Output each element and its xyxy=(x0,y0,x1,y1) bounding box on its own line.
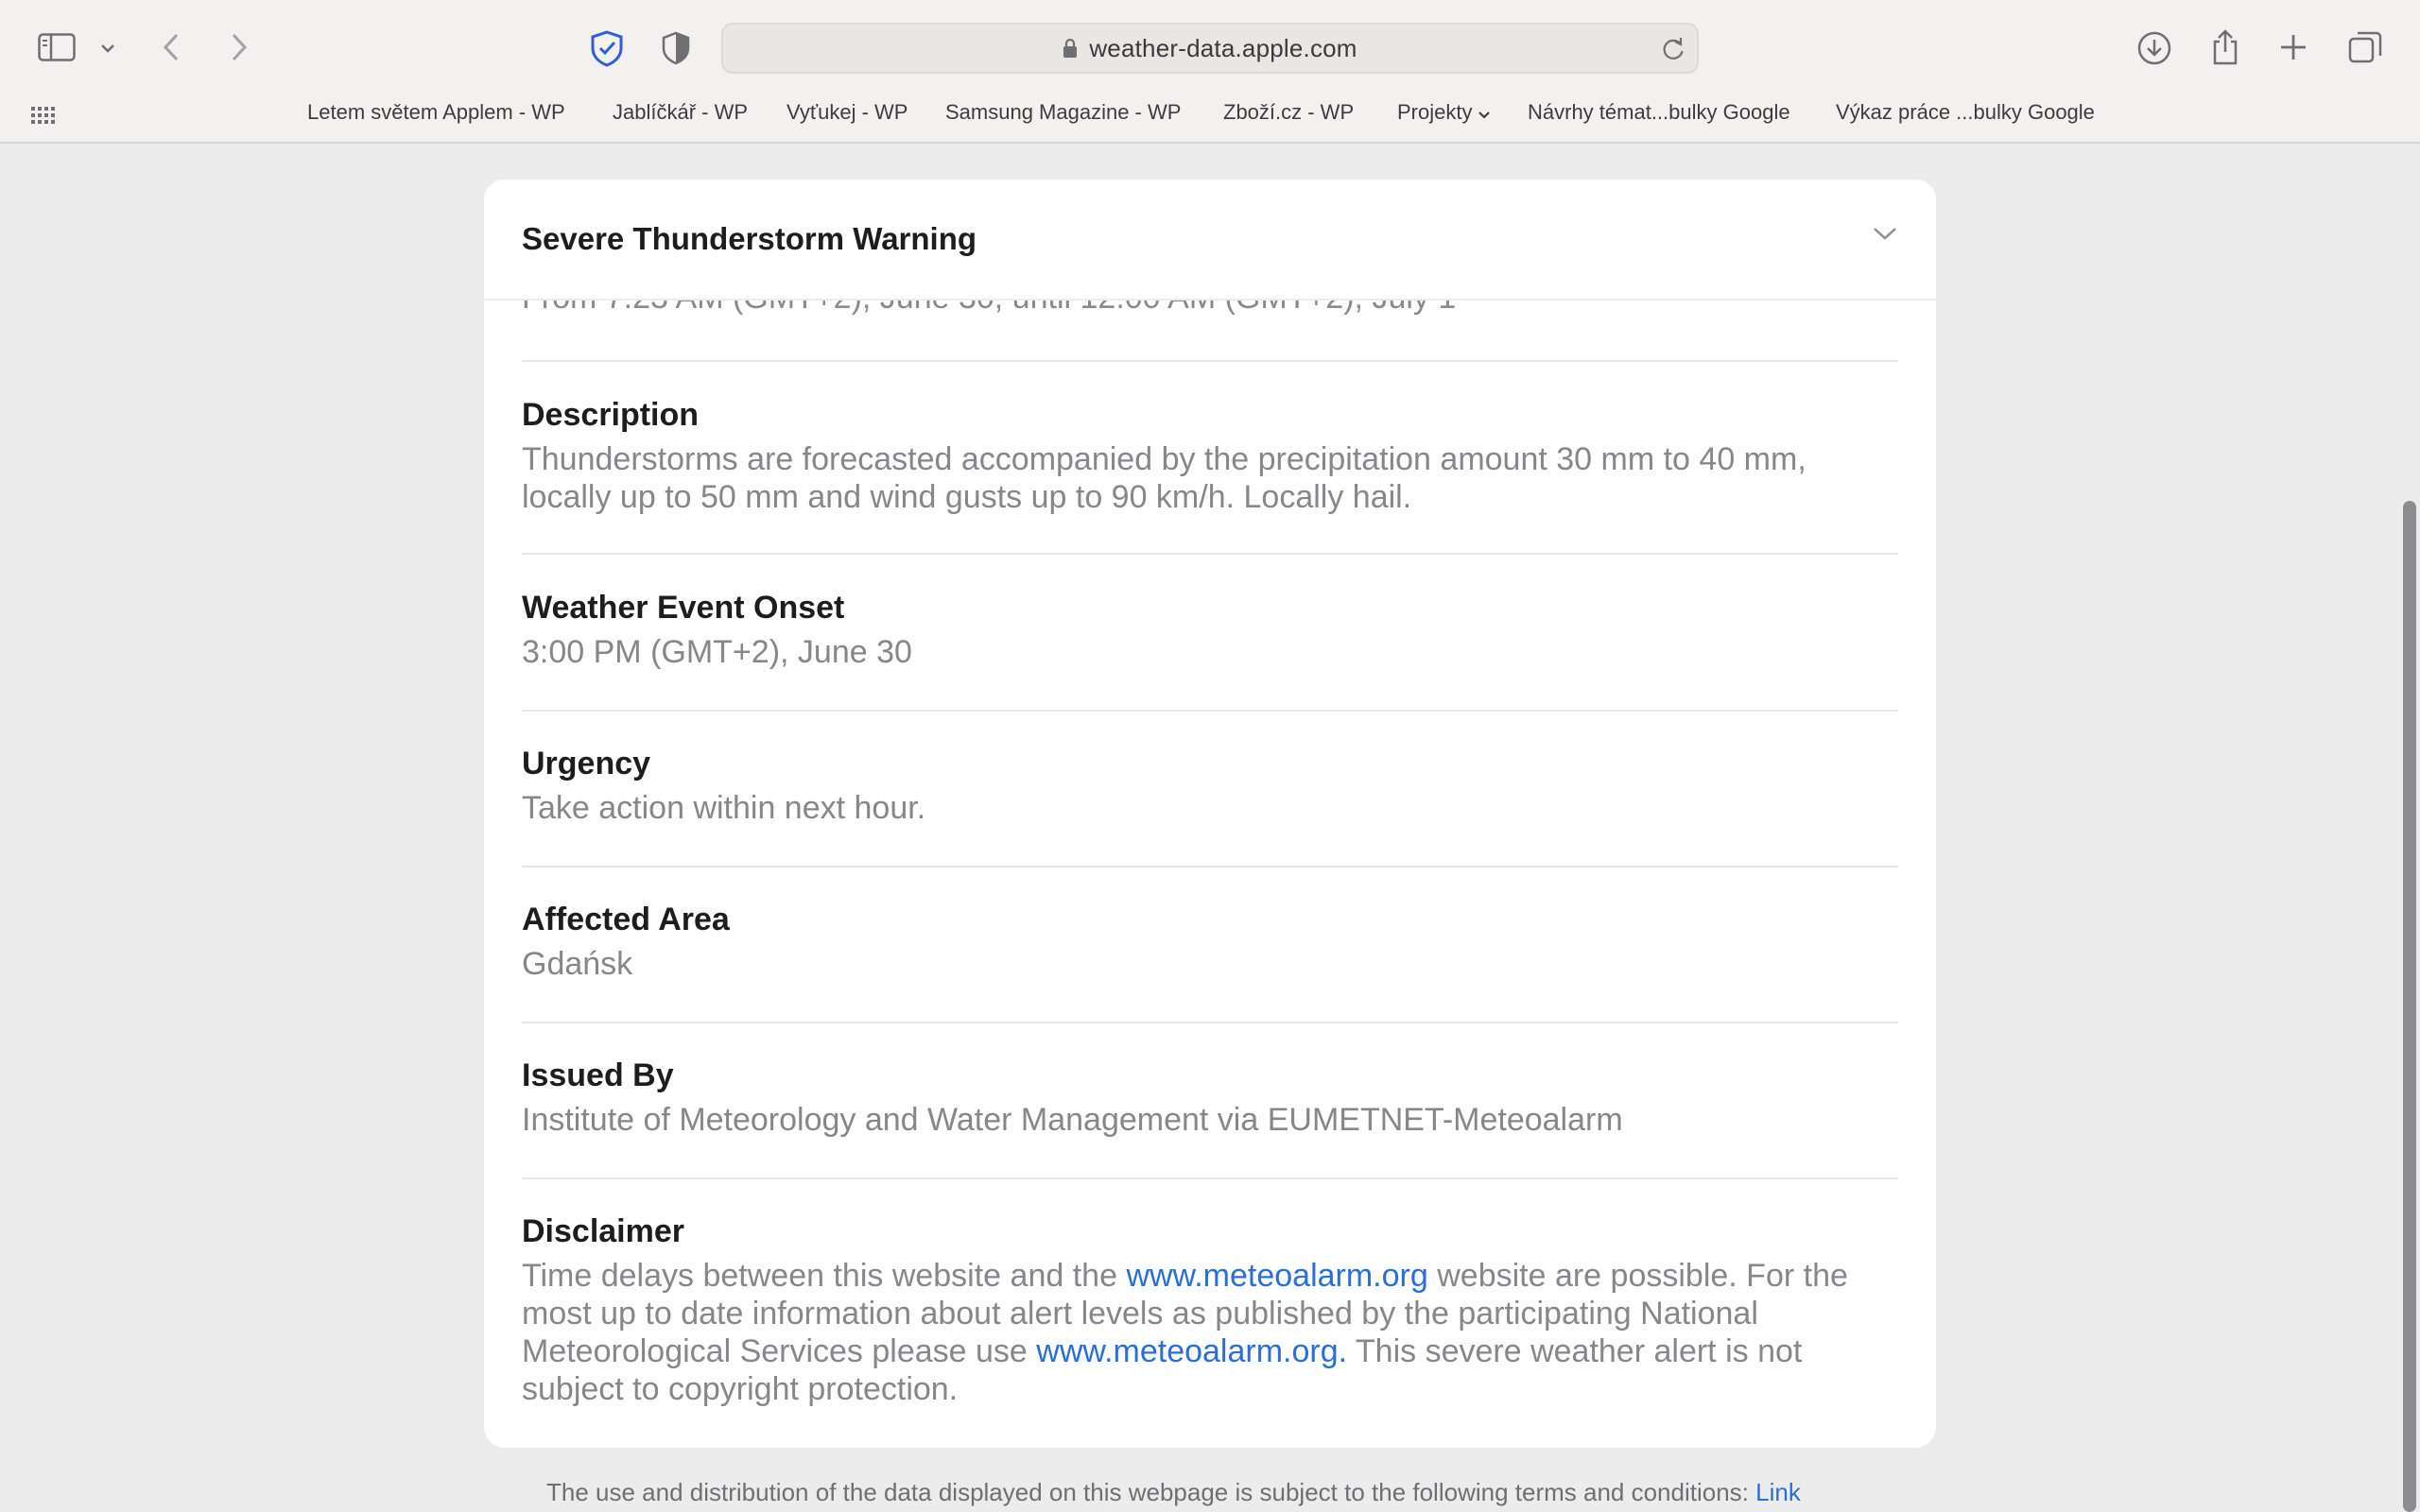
lock-icon xyxy=(1063,38,1078,59)
section-title: Description xyxy=(522,397,700,433)
section-body: Institute of Meteorology and Water Management via EUMETNET-Meteoalarm xyxy=(522,1102,1623,1138)
section-title: Issued By xyxy=(522,1057,674,1093)
section-title: Weather Event Onset xyxy=(522,590,845,626)
terms-footer xyxy=(546,1478,1801,1507)
meteoalarm-link[interactable]: www.meteoalarm.org xyxy=(1126,1258,1428,1294)
back-icon[interactable] xyxy=(157,30,185,64)
section-title: Affected Area xyxy=(522,902,730,937)
description-section xyxy=(522,395,1898,516)
divider xyxy=(522,710,1898,712)
divider xyxy=(522,553,1898,555)
chevron-down-icon[interactable] xyxy=(95,38,121,59)
divider xyxy=(522,1177,1898,1179)
section-body: Take action within next hour. xyxy=(522,790,926,826)
section-title: Urgency xyxy=(522,746,651,782)
bookmarks-bar xyxy=(0,94,2420,132)
issued-by-section xyxy=(522,1056,1898,1139)
reload-icon[interactable] xyxy=(1661,36,1685,67)
disclaimer-text: This severe weather alert is not subject to copyright protection. xyxy=(522,1333,1803,1407)
urgency-section xyxy=(522,744,1898,827)
browser-chrome xyxy=(0,0,2420,144)
bookmark-item[interactable]: Letem světem Applem - WP xyxy=(307,100,565,124)
bookmark-item[interactable]: Vyťukej - WP xyxy=(786,100,908,124)
scrollbar-thumb[interactable] xyxy=(2403,501,2416,1512)
alert-title: Severe Thunderstorm Warning xyxy=(522,221,977,256)
section-body: Thunderstorms are forecasted accompanied by the precipitation amount 30 mm to 40 mm, locally up to 50 mm and wind gusts up to 90 km/h. Locally hail. xyxy=(522,441,1806,515)
meteoalarm-link[interactable]: www.meteoalarm.org. xyxy=(1036,1333,1348,1369)
bookmark-item[interactable]: Jablíčkář - WP xyxy=(613,100,749,124)
downloads-icon[interactable] xyxy=(2135,29,2173,67)
disclaimer-body xyxy=(522,1257,1898,1408)
alert-header[interactable] xyxy=(484,180,1936,301)
bookmark-folder-projekty[interactable] xyxy=(1397,100,1491,126)
section-body: 3:00 PM (GMT+2), June 30 xyxy=(522,634,912,670)
apps-grid-icon[interactable] xyxy=(29,102,56,129)
disclaimer-text: Time delays between this website and the xyxy=(522,1258,1127,1294)
divider xyxy=(522,866,1898,868)
forward-icon[interactable] xyxy=(225,30,253,64)
bookmark-item[interactable]: Zboží.cz - WP xyxy=(1223,100,1355,124)
disclaimer-section xyxy=(522,1211,1898,1408)
chevron-down-icon[interactable] xyxy=(1872,225,1898,247)
bookmark-item[interactable]: Samsung Magazine - WP xyxy=(945,100,1182,124)
divider xyxy=(522,1022,1898,1023)
affected-area-section xyxy=(522,900,1898,983)
bookmark-folder-label: Projekty xyxy=(1397,100,1473,124)
alert-card xyxy=(484,180,1936,1448)
browser-toolbar xyxy=(0,0,2420,94)
scrollbar[interactable] xyxy=(2399,144,2420,1512)
divider xyxy=(522,360,1898,362)
share-icon[interactable] xyxy=(2208,26,2242,68)
footer-text: The use and distribution of the data displayed on this webpage is subject to the following terms and conditions: xyxy=(546,1478,1756,1506)
new-tab-icon[interactable] xyxy=(2276,30,2310,64)
disclaimer-text: website are possible. For the most up to date information about alert levels as published by the participating National Meteorological Services please use xyxy=(522,1258,1848,1369)
onset-section xyxy=(522,588,1898,671)
section-title: Disclaimer xyxy=(522,1213,684,1249)
terms-link[interactable]: Link xyxy=(1755,1478,1801,1506)
url-text: weather-data.apple.com xyxy=(1089,33,1357,62)
privacy-shield-icon[interactable] xyxy=(658,30,694,66)
section-body: Gdańsk xyxy=(522,946,633,982)
chevron-down-icon xyxy=(1478,101,1491,126)
bookmark-item[interactable]: Návrhy témat...bulky Google xyxy=(1528,100,1790,124)
sidebar-toggle-icon[interactable] xyxy=(36,30,78,64)
tab-overview-icon[interactable] xyxy=(2346,28,2384,66)
bookmark-item[interactable]: Výkaz práce ...bulky Google xyxy=(1836,100,2095,124)
address-bar[interactable] xyxy=(721,23,1699,74)
shield-check-icon[interactable] xyxy=(586,28,628,68)
